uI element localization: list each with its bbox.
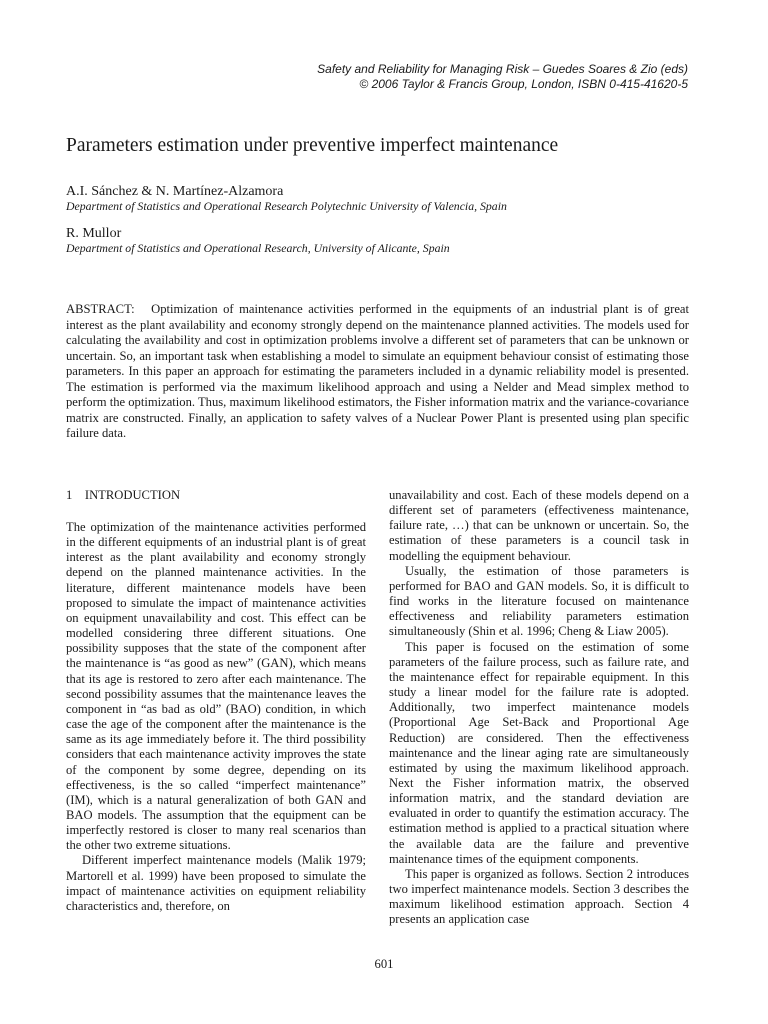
running-header [317, 62, 688, 92]
right-column [389, 488, 689, 928]
section-heading [66, 488, 366, 503]
left-paragraph-2: Different imperfect maintenance models (Malik 1979; Martorell et al. 1999) have been proposed to simulate the impact of maintenance activities on equipment reliability characteristics and, therefore, on [66, 853, 366, 913]
author-line-2: R. Mullor [66, 226, 122, 241]
author-line-1: A.I. Sánchez & N. Martínez-Alzamora [66, 184, 284, 199]
right-paragraph-3: This paper is focused on the estimation of some parameters of the failure process, such as failure rate, and the maintenance effect for repairable equipment. In this study a linear model for the failure rate is adopted. Additionally, two imperfect maintenance models (Proportional Age Set-Back and Proportional Age Reduction) are considered. Then the effectiveness maintenance and the linear aging rate are simultaneously estimated by using the maximum likelihood approach. Next the Fisher information matrix, the observed information matrix, and the standard deviation are evaluated in order to quantify the estimation accuracy. The estimation method is applied to a practical situation where the available data are the failure and preventive maintenance times of the equipment components. [389, 639, 689, 866]
header-copyright-line: © 2006 Taylor & Francis Group, London, ISBN 0-415-41620-5 [359, 77, 688, 91]
abstract-label: ABSTRACT: [66, 302, 135, 316]
left-paragraph-1: The optimization of the maintenance activities performed in the different equipments of an industrial plant is of great interest as the plant availability and economy strongly depend on the planned maintenance activities. In the literature, different maintenance models have been proposed to simulate the impact of maintenance activities on equipment unavailability and cost. This effect can be modelled considering three different situations. One possibility supposes that the state of the component after the maintenance is “as good as new” (GAN), which means that its age is restored to zero after each maintenance. The second possibility assumes that the maintenance leaves the component in “as bad as old” (BAO) condition, in which case the age of the component after the maintenance is the same as its age immediately before it. The third possibility considers that each maintenance activity improves the state of the component by some degree, depending on its effectiveness, is the so called “imperfect maintenance” (IM), which is a natural generalization of both GAN and BAO models. The assumption that the equipment can be imperfectly restored is closer to many real scenarios than the other two extreme situations. [66, 520, 366, 853]
affiliation-2: Department of Statistics and Operational Research, University of Alicante, Spain [66, 241, 450, 255]
section-title: INTRODUCTION [84, 488, 181, 502]
header-proceedings-line: Safety and Reliability for Managing Risk – Guedes Soares & Zio (eds) [317, 62, 688, 76]
abstract-text: Optimization of maintenance activities performed in the equipments of an industrial plant is of great interest as the plant availability and economy strongly depend on the maintenance planned activities. The models used for calculating the availability and cost in optimization problems involve a different set of parameters that can be unknown or uncertain. So, an important task when establishing a model to simulate an equipment behaviour consist of estimating those parameters. In this paper an approach for estimating the parameters included in a dynamic reliability model is presented. The estimation is performed via the maximum likelihood approach and using a Nelder and Mead simplex method to perform the optimization. Thus, maximum likelihood estimators, the Fisher information matrix and the variance-covariance matrix are constructed. Finally, an application to safety valves of a Nuclear Power Plant is presented using plan specific failure data. [66, 302, 690, 440]
left-column [66, 488, 366, 914]
right-paragraph-1: unavailability and cost. Each of these models depend on a different set of parameters (effectiveness maintenance, failure rate, …) that can be unknown or uncertain. So, the estimation of these parameters is a council task in modelling the equipment behaviour. [389, 488, 689, 563]
right-paragraph-2: Usually, the estimation of those parameters is performed for BAO and GAN models. So, it is difficult to find works in the literature focused on maintenance effectiveness and reliability parameters estimation simultaneously (Shin et al. 1996; Cheng & Liaw 2005). [389, 563, 689, 639]
affiliation-1: Department of Statistics and Operational Research Polytechnic University of Valencia, Spain [66, 199, 507, 213]
paper-title: Parameters estimation under preventive imperfect maintenance [66, 135, 559, 156]
page-number: 601 [374, 957, 394, 971]
abstract [66, 302, 689, 442]
right-paragraph-4: This paper is organized as follows. Section 2 introduces two imperfect maintenance models. Section 3 describes the maximum likelihood estimation approach. Section 4 presents an application case [389, 866, 689, 927]
section-number: 1 [66, 488, 73, 502]
